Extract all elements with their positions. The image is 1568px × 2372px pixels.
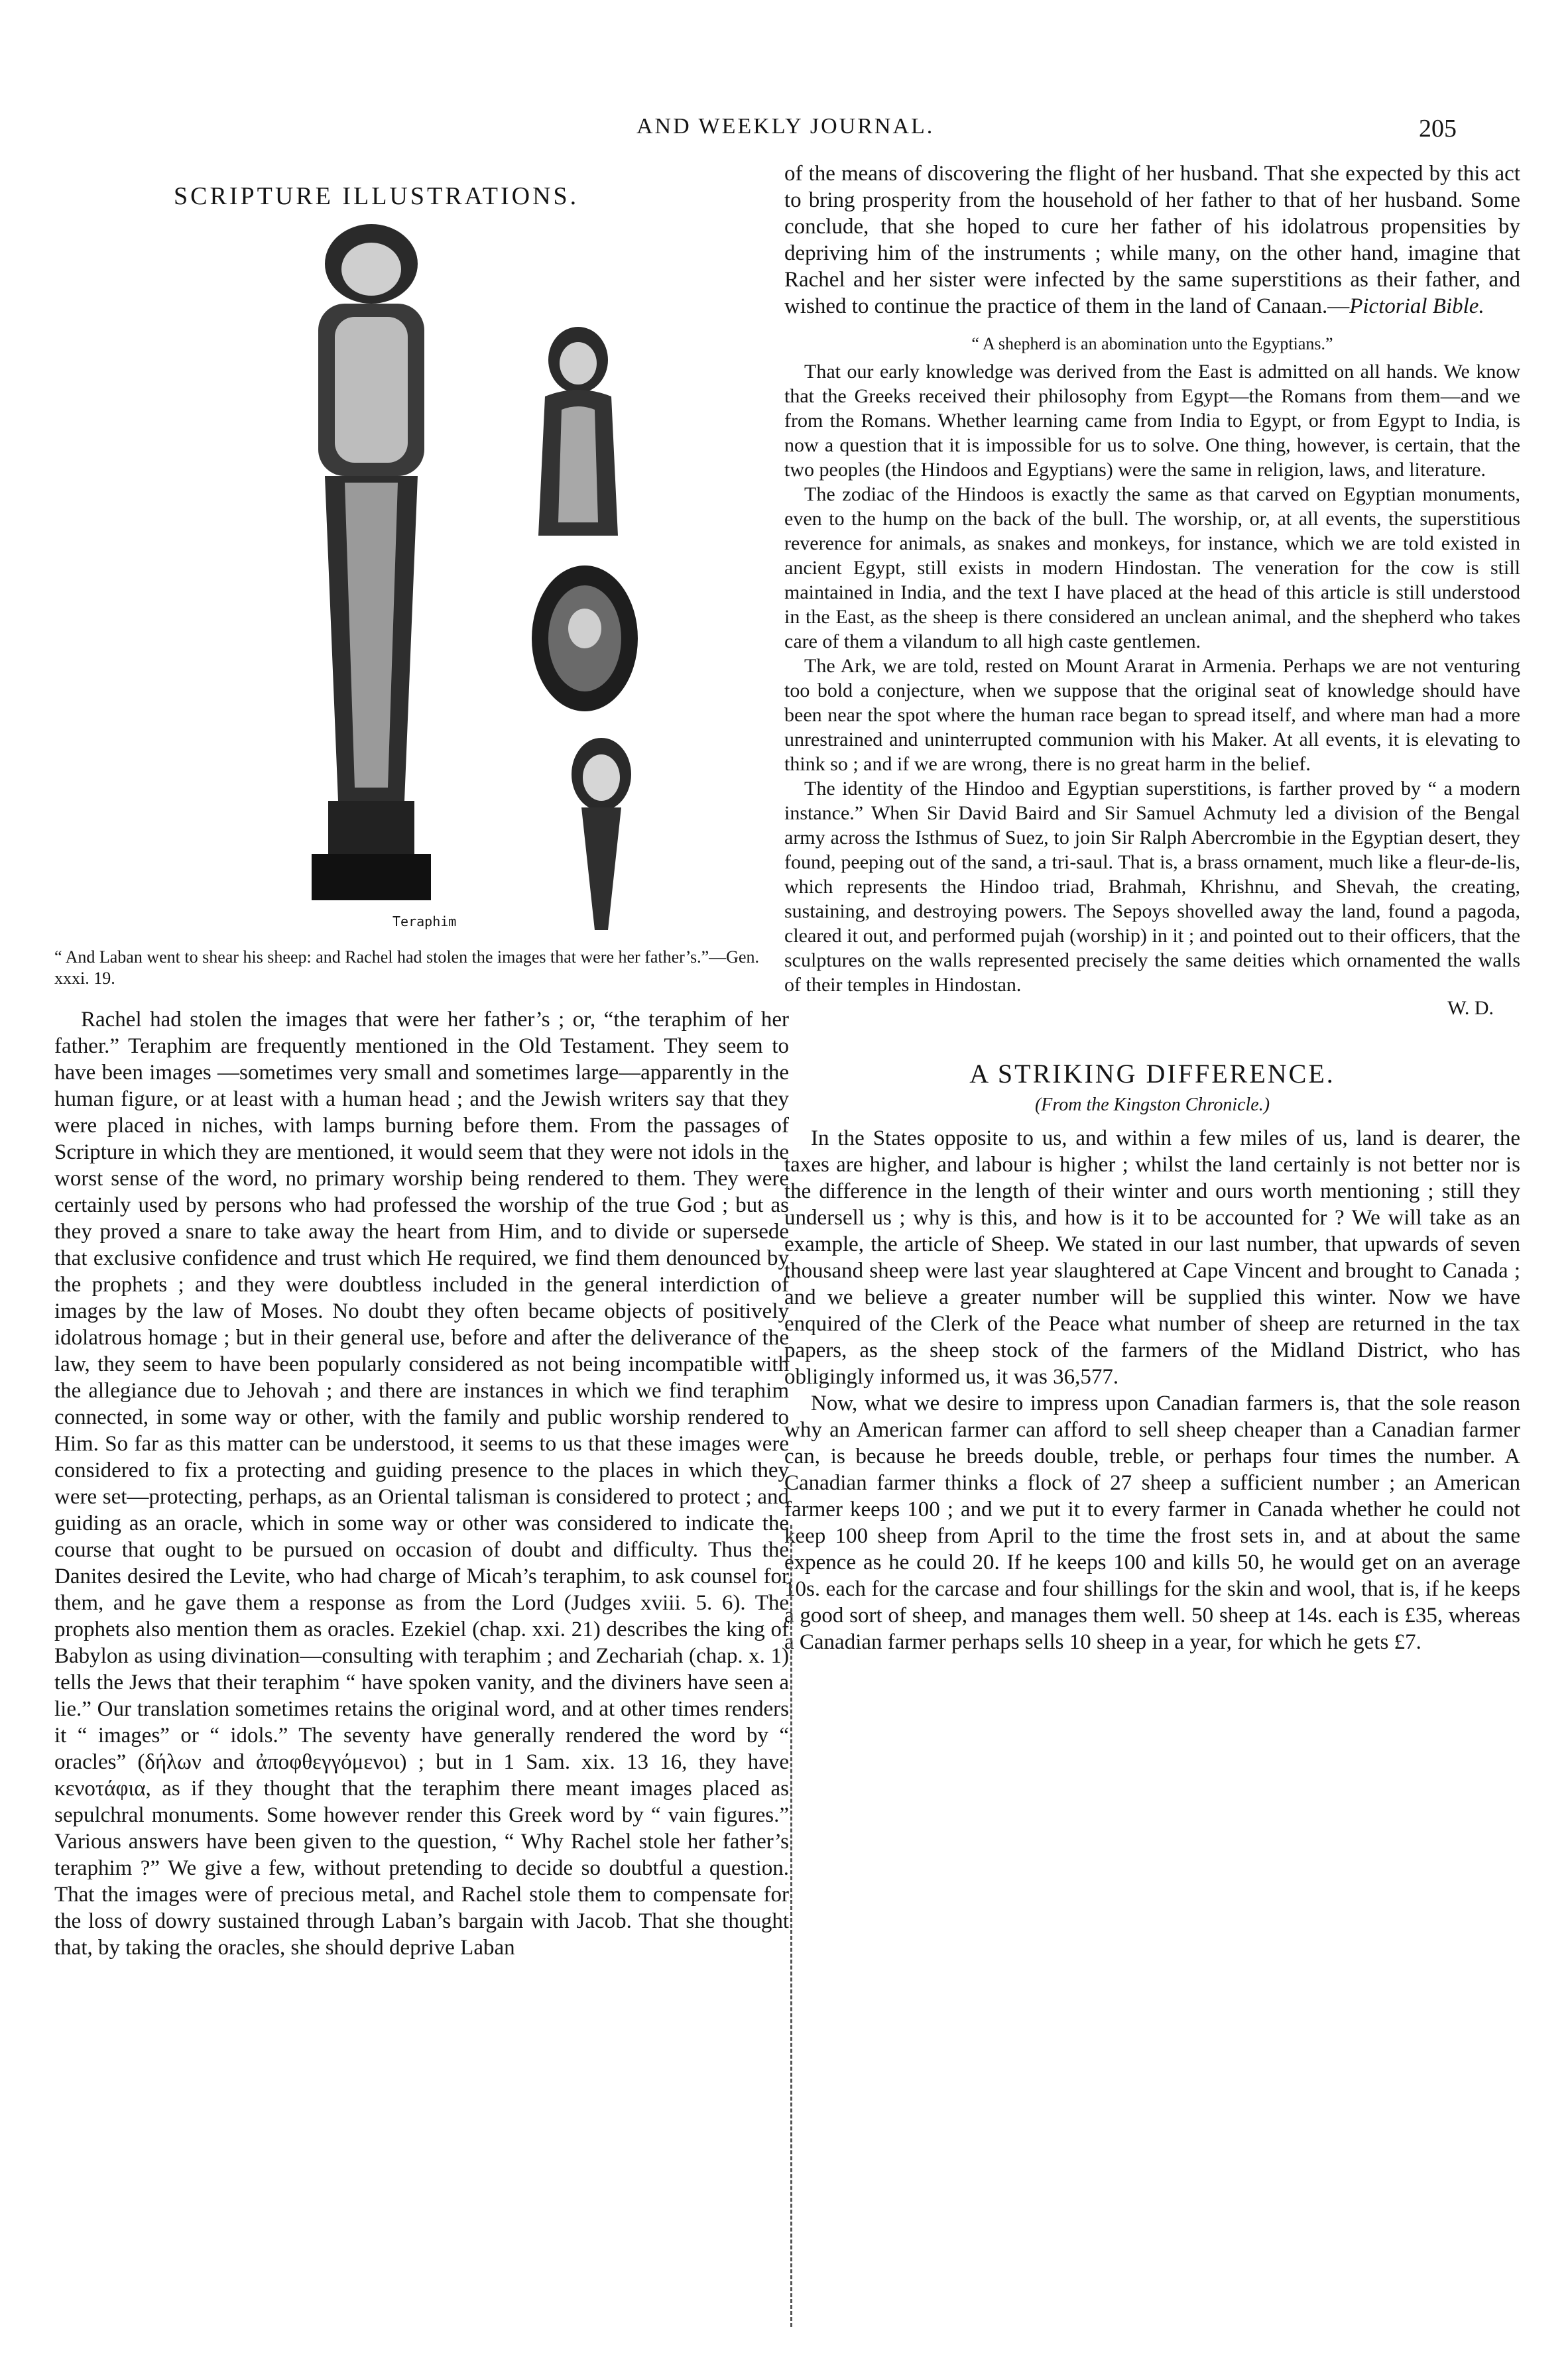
article-source: (From the Kingston Chronicle.) [1034,1095,1270,1115]
egypt-paragraph: The zodiac of the Hindoos is exactly the same as that carved on Egyptian monuments, even to the hump on the back of the bull. The worship, or, at all events, the superstitious reverence for animals, as snakes and monkeys, for instance, which we are told existed in ancient Egypt, still exists in modern Hindostan. The veneration for the cow is still maintained in India, and the text I have placed at the head of this article is still understood in the East, as the sheep is there considered an unclean animal, and the shepherd who takes care of them a vilandum to all high caste gentlemen. [784,483,1520,652]
oval-gem-figure [528,562,641,715]
standing-teraphim-figure [272,217,471,933]
article-paragraph: Now, what we desire to impress upon Canadian farmers is, that the sole reason why an American farmer can afford to sell sheep cheaper than a Canadian farmer can, is because he breeds double, treble, or perhaps four times the number. A Canadian farmer thinks a flock of 27 sheep a sufficient number ; an American farmer keeps 100 ; and we put it to every farmer in Canada whether he could not keep 100 sheep from April to the time the frost sets in, and at about the same expence as he could 20. If he keeps 100 and kills 50, he would get on an average 10s. each for the carcase and four shillings for the skin and wool, that is, if he keeps a good sort of sheep, and manages them well. 50 sheep at 14s. each is £35, whereas a Canadian farmer perhaps sells 10 sheep in a year, for which he gets £7. [784,1392,1520,1654]
head-idol-figure [565,735,638,933]
signature-line [784,997,1520,1020]
article-paragraph: In the States opposite to us, and within a few miles of us, land is dearer, the taxes are higher, and labour is higher ; whilst the land certainly is not better nor is the difference in the length of their winter and ours worth mentioning ; still they undersell us ; why is this, and how is it to be accounted for ? We will take as an example, the article of Sheep. We stated in our last number, that upwards of seven thousand sheep were last year slaughtered at Cape Vincent and brought to Canada ; and we believe a greater number will be supplied this winter. Now we have enquired of the Clerk of the Peace what number of sheep are returned in the tax papers, as the sheep stock of the farmers of the Midland District, who has obligingly informed us, it was 36,577. [784,1126,1520,1389]
egypt-paragraph: That our early knowledge was derived from the East is admitted on all hands. We know that the Greeks received their philosophy from Egypt—the Romans from them—and we from the Romans. Whether learning came from India to Egypt, or from Egypt to India, is now a question that it is impossible for us to solve. One thing, however, is certain, that the two peoples (the Hindoos and Egyptians) were the same in religion, laws, and literature. [784,361,1520,481]
continued-paragraph [784,160,1520,320]
running-head [0,114,1568,154]
teraphim-illustrations [54,217,789,933]
article-title: A STRIKING DIFFERENCE. [969,1059,1335,1089]
egypt-paragraph: The Ark, we are told, rested on Mount Ararat in Armenia. Perhaps we are not venturing too bold a conjecture, when we suppose that the original seat of knowledge should have been near the spot where the human race began to spread itself, and where man had a more unrestrained and uninterrupted communion with his Maker. At all events, it is elevating to think so ; and if we are wrong, there is no great harm in the belief. [784,655,1520,775]
column-divider [790,1525,792,2327]
figure-label: Teraphim [392,914,457,929]
page-number: 205 [1419,115,1457,143]
left-body [54,1006,789,1961]
continued-text: of the means of discovering the flight of her husband. That she expected by this act to bring prosperity from the household of her father to that of her husband. Some conclude, that she hoped to cure her father of his idolatrous propensities by depriving him of the instruments ; while many, on the other hand, imagine that Rachel and her sister were infected by the same superstitions as their father, and wished to continue the practice of them in the land of Canaan.— [784,162,1520,318]
running-title: AND WEEKLY JOURNAL. [636,114,935,139]
continued-source: Pictorial Bible. [1349,294,1484,318]
egypt-epigraph: “ A shepherd is an abomination unto the Egyptians.” [971,334,1333,353]
figure-caption: “ And Laban went to shear his sheep: and Rachel had stolen the images that were her father’s.”—Gen. xxxi. 19. [54,947,759,988]
section-title: SCRIPTURE ILLUSTRATIONS. [174,182,579,210]
author-signature: W. D. [1447,997,1494,1019]
right-column [784,160,1520,1655]
seated-bust-figure [532,324,625,542]
left-column [54,174,789,1961]
egypt-paragraph: The identity of the Hindoo and Egyptian superstitions, is farther proved by “ a modern instance.” When Sir David Baird and Sir Samuel Achmuty led a division of the Bengal army across the Isthmus of Suez, to join Sir Ralph Abercrombie in the Egyptian desert, they found, peeping out of the sand, a tri-saul. That is, a brass ornament, much like a fleur-de-lis, which represents the Hindoo triad, Brahmah, Khrishnu, and Shevah, the creating, sustaining, and destroying powers. The Sepoys shovelled away the land, found a pagoda, cleared it out, and performed pujah (worship) in it ; and pointed out to their officers, that the sculptures on the walls represented precisely the same deities which ornamented the walls of their temples in Hindostan. [784,778,1520,996]
body-paragraph: Rachel had stolen the images that were her father’s ; or, “the teraphim of her father.” Teraphim are frequently mentioned in the Old Testament. They seem to have been images —sometimes very small and sometimes large—apparently in the human figure, or at least with a human head ; and the Jewish writers say that they were placed in niches, with lamps burning before them. From the passages of Scripture in which they are mentioned, it would seem that they were not idols in the worst sense of the word, no primary worship being rendered to them. They were certainly used by persons who had professed the worship of the true God ; but as they proved a snare to take away the heart from Him, and to divide or supersede that exclusive confidence and trust which He required, we find them denounced by the prophets ; and they were doubtless included in the general interdiction of images by the law of Moses. No doubt they often became objects of positively idolatrous homage ; but in their general use, before and after the deliverance of the law, they seem to have been popularly considered as not being incompatible with the allegiance due to Jehovah ; and there are instances in which we find teraphim connected, in some way or other, with the family and public worship rendered to Him. So far as this matter can be understood, it seems to us that these images were considered to fix a protecting and guiding presence to the places in which they were set—protecting, perhaps, as an Oriental talisman is considered to protect ; and guiding as an oracle, which in some way or other was considered to indicate the course that ought to be pursued on occasion of doubt and difficulty. Thus the Danites desired the Levite, who had charge of Micah’s teraphim, to ask counsel for them, and he gave them a response as from the Lord (Judges xviii. 5. 6). The prophets also mention them as oracles. Ezekiel (chap. xxi. 21) describes the king of Babylon as using divination—consulting with teraphim ; and Zechariah (chap. x. 1) tells the Jews that their teraphim “ have spoken vanity, and the diviners have seen a lie.” Our translation sometimes retains the original word, and at other times renders it “ images” or “ idols.” The seventy have generally rendered the word by “ oracles” (δήλων and ἀποφθεγγόμενοι) ; but in 1 Sam. xix. 13 16, they have κενοτάφια, as if they thought that the teraphim there meant images placed as sepulchral monuments. Some however render this Greek word by “ vain figures.” Various answers have been given to the question, “ Why Rachel stole her father’s teraphim ?” We give a few, without pretending to decide so doubtful a question. That the images were of precious metal, and Rachel stole them to compensate for the loss of dowry sustained through Laban’s bargain with Jacob. That she thought that, by taking the oracles, she should deprive Laban [54,1008,789,1960]
